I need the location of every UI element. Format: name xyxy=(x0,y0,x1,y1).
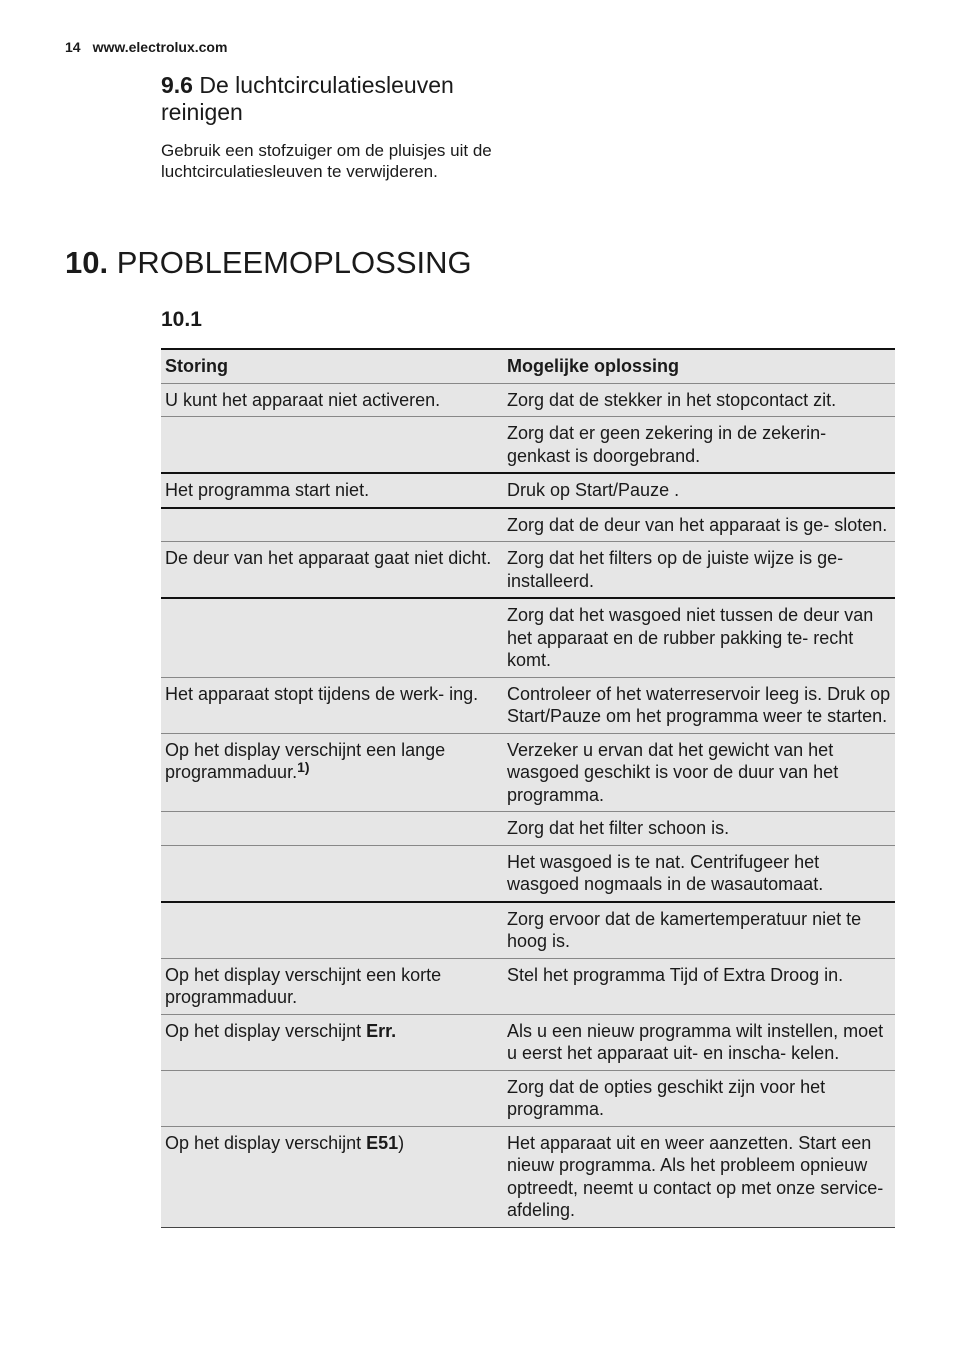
solution-cell: Het apparaat uit en weer aanzetten. Start een nieuw programma. Als het probleem opnieuw optreedt, neemt u contact op met onze service-afdeling. xyxy=(499,1126,895,1227)
problem-text: Op het display verschijnt een lange programmaduur. xyxy=(165,739,446,782)
table-row xyxy=(161,845,895,902)
table-row xyxy=(161,902,895,959)
solution-cell: Zorg dat de opties geschikt zijn voor het programma. xyxy=(499,1070,895,1126)
table-row xyxy=(161,598,895,677)
problem-cell: Het apparaat stopt tijdens de werk- ing. xyxy=(161,677,499,733)
problem-cell xyxy=(161,508,499,542)
problem-cell xyxy=(161,1070,499,1126)
solution-cell: Het wasgoed is te nat. Centrifugeer het wasgoed nogmaals in de wasautomaat. xyxy=(499,845,895,902)
problem-cell xyxy=(161,733,499,812)
table-row xyxy=(161,473,895,508)
chapter-title: PROBLEEMOPLOSSING xyxy=(116,245,472,280)
problem-cell: Het programma start niet. xyxy=(161,473,499,508)
solution-cell: Druk op Start/Pauze . xyxy=(499,473,895,508)
table-row xyxy=(161,1126,895,1227)
problem-text: Op het display verschijnt xyxy=(165,1132,367,1153)
error-code: E51 xyxy=(366,1132,399,1153)
solution-cell: Zorg dat de deur van het apparaat is ge- sloten. xyxy=(499,508,895,542)
solution-cell: Zorg ervoor dat de kamertemperatuur niet te hoog is. xyxy=(499,902,895,959)
table-header-row xyxy=(161,349,895,383)
problem-cell xyxy=(161,902,499,959)
solution-cell: Zorg dat het filters op de juiste wijze is ge- installeerd. xyxy=(499,542,895,599)
footnote-marker: 1) xyxy=(297,759,310,775)
section-9-6-body: Gebruik een stofzuiger om de pluisjes uit de luchtcirculatiesleuven te verwijderen. xyxy=(161,141,492,181)
page-number: 14 xyxy=(65,39,81,55)
section-9-6-heading xyxy=(161,72,521,126)
site-url: www.electrolux.com xyxy=(92,39,228,55)
solution-cell: Verzeker u ervan dat het gewicht van het wasgoed geschikt is voor de duur van het programma. xyxy=(499,733,895,812)
problem-cell xyxy=(161,1126,499,1227)
problem-cell xyxy=(161,845,499,902)
problem-cell xyxy=(161,812,499,846)
solution-cell: Controleer of het waterreservoir leeg is. Druk op Start/Pauze om het programma weer te starten. xyxy=(499,677,895,733)
table-row xyxy=(161,958,895,1014)
table-row xyxy=(161,383,895,417)
table-row xyxy=(161,677,895,733)
problem-cell xyxy=(161,598,499,677)
solution-cell: Stel het programma Tijd of Extra Droog in. xyxy=(499,958,895,1014)
section-9-6-number: 9.6 xyxy=(161,72,193,98)
chapter-heading xyxy=(65,244,472,282)
chapter-number: 10. xyxy=(65,245,109,280)
subsection-heading: 10.1 xyxy=(161,308,202,331)
table-row xyxy=(161,812,895,846)
problem-cell: De deur van het apparaat gaat niet dicht. xyxy=(161,542,499,599)
solution-cell: Zorg dat het filter schoon is. xyxy=(499,812,895,846)
problem-cell: U kunt het apparaat niet activeren. xyxy=(161,383,499,417)
problem-cell xyxy=(161,417,499,474)
section-9-6 xyxy=(161,72,521,182)
troubleshooting-table xyxy=(161,348,895,1228)
section-9-6-title: De luchtcirculatiesleuven reinigen xyxy=(161,72,454,125)
error-code: Err. xyxy=(366,1020,397,1041)
table-row xyxy=(161,542,895,599)
solution-cell: Zorg dat de stekker in het stopcontact zit. xyxy=(499,383,895,417)
problem-text: Op het display verschijnt xyxy=(165,1020,367,1041)
solution-cell: Zorg dat het wasgoed niet tussen de deur van het apparaat en de rubber pakking te- recht komt. xyxy=(499,598,895,677)
problem-cell: Op het display verschijnt een korte programmaduur. xyxy=(161,958,499,1014)
table-row xyxy=(161,417,895,474)
table-row xyxy=(161,1070,895,1126)
table-row xyxy=(161,733,895,812)
page-header xyxy=(65,39,227,55)
table-row xyxy=(161,508,895,542)
problem-suffix: ) xyxy=(398,1132,405,1153)
solution-cell: Als u een nieuw programma wilt instellen, moet u eerst het apparaat uit- en inscha- kelen. xyxy=(499,1014,895,1070)
column-header-problem: Storing xyxy=(161,349,499,383)
problem-cell xyxy=(161,1014,499,1070)
column-header-solution: Mogelijke oplossing xyxy=(499,349,895,383)
table-row xyxy=(161,1014,895,1070)
solution-cell: Zorg dat er geen zekering in de zekerin- genkast is doorgebrand. xyxy=(499,417,895,474)
